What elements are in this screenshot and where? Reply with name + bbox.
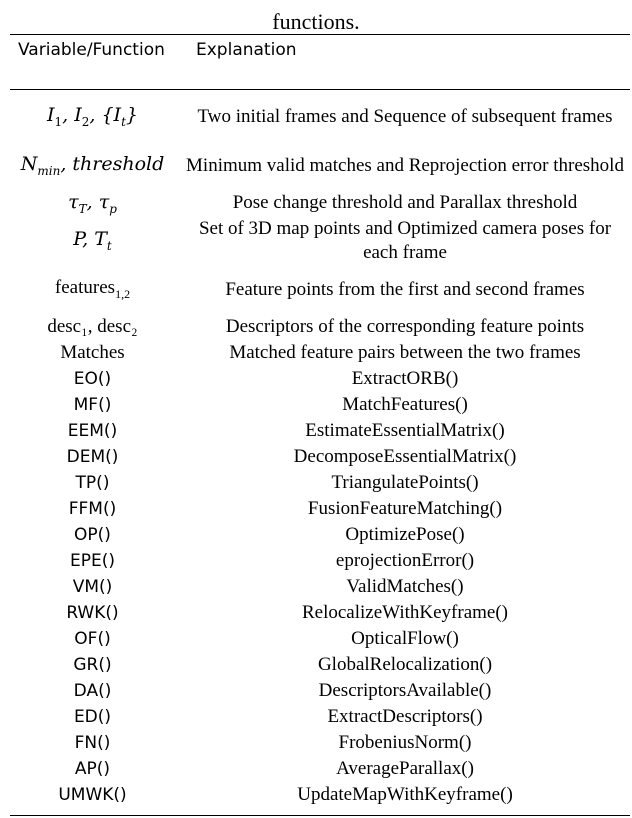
- var-subscript: p: [109, 201, 117, 216]
- var-symbol: , threshold: [60, 153, 165, 176]
- table-row: [0, 92, 632, 141]
- table-row: [0, 548, 632, 574]
- function-name-cell: MatchFeatures(): [342, 394, 468, 415]
- var-symbol: P, T: [73, 228, 107, 251]
- function-name-cell: UpdateMapWithKeyframe(): [297, 784, 513, 805]
- function-name-cell: FusionFeatureMatching(): [307, 498, 503, 519]
- explanation-cell: Feature points from the first and second frames: [225, 278, 585, 300]
- function-name-cell: AverageParallax(): [336, 758, 474, 779]
- function-name-cell: TriangulatePoints(): [331, 472, 479, 493]
- variable-cell: [0, 277, 185, 302]
- function-name-cell: ExtractORB(): [351, 368, 459, 389]
- table-row: [0, 782, 632, 808]
- function-abbr-cell: EEM(): [67, 421, 118, 441]
- function-name-cell: RelocalizeWithKeyframe(): [301, 602, 508, 623]
- table-bottom-rule: [10, 815, 630, 816]
- explanation-cell: Minimum valid matches and Reprojection error threshold: [186, 154, 624, 176]
- function-name-cell: DescriptorsAvailable(): [318, 680, 492, 701]
- table-row: [0, 704, 632, 730]
- function-name-cell: GlobalRelocalization(): [317, 654, 493, 675]
- var-symbol: τ: [68, 190, 79, 213]
- var-symbol: N: [20, 153, 38, 176]
- function-abbr-cell: TP(): [75, 473, 110, 493]
- var-subscript: 2: [81, 114, 90, 129]
- table-row: [0, 496, 632, 522]
- table-row: [0, 652, 632, 678]
- variable-cell: desc₁, desc₂: [47, 316, 138, 337]
- table-row: [0, 141, 632, 190]
- variable-cell: [0, 153, 185, 178]
- var-symbol: , {I: [89, 104, 122, 127]
- explanation-cell: Set of 3D map points and Optimized camera poses for each frame: [198, 217, 612, 263]
- table-row: [0, 366, 632, 392]
- function-name-cell: ExtractDescriptors(): [327, 706, 483, 727]
- var-symbol: , I: [62, 104, 82, 127]
- var-subscript: t: [121, 114, 126, 129]
- function-name-cell: DecomposeEssentialMatrix(): [293, 446, 517, 467]
- table-row: [0, 392, 632, 418]
- var-subscript: 1: [54, 114, 63, 129]
- function-abbr-cell: FFM(): [68, 499, 117, 519]
- var-subscript: t: [106, 238, 112, 253]
- variable-cell: [0, 191, 185, 216]
- explanation-cell: Pose change threshold and Parallax threshold: [232, 192, 578, 213]
- table-row: [0, 470, 632, 496]
- table-row: [0, 600, 632, 626]
- table-row: [0, 678, 632, 704]
- table-row: [0, 444, 632, 470]
- table-row: [0, 522, 632, 548]
- table-caption: [0, 0, 632, 34]
- function-abbr-cell: AP(): [74, 759, 111, 779]
- variable-cell: [0, 104, 185, 129]
- explanation-cell: Matched feature pairs between the two frames: [229, 342, 581, 363]
- table-row: [0, 418, 632, 444]
- function-name-cell: FrobeniusNorm(): [338, 732, 472, 753]
- var-symbol: features: [54, 277, 116, 299]
- table-row: [0, 314, 632, 340]
- var-subscript: 1,2: [115, 286, 131, 301]
- function-abbr-cell: EO(): [73, 369, 112, 389]
- table-top-rule: [10, 34, 630, 35]
- function-abbr-cell: EPE(): [70, 551, 115, 571]
- function-abbr-cell: UMWK(): [58, 785, 127, 805]
- function-abbr-cell: FN(): [74, 733, 111, 753]
- function-abbr-cell: DEM(): [66, 447, 119, 467]
- function-abbr-cell: RWK(): [66, 603, 119, 623]
- function-name-cell: ValidMatches(): [346, 576, 464, 597]
- table-row: [0, 216, 632, 265]
- function-name-cell: OptimizePose(): [345, 524, 465, 545]
- var-subscript: min: [37, 163, 61, 178]
- explanation-cell: Two initial frames and Sequence of subsequent frames: [197, 105, 613, 127]
- function-abbr-cell: ED(): [73, 707, 112, 727]
- function-abbr-cell: OP(): [74, 525, 111, 545]
- table-row: [0, 626, 632, 652]
- function-abbr-cell: OF(): [74, 629, 111, 649]
- header-variable: Variable/Function: [18, 40, 165, 60]
- var-symbol: I: [47, 104, 55, 127]
- table-body: [0, 92, 632, 808]
- function-name-cell: EstimateEssentialMatrix(): [305, 420, 505, 441]
- var-symbol: , τ: [86, 190, 110, 213]
- table-header-rule: [10, 89, 630, 90]
- table-row: [0, 190, 632, 216]
- var-subscript: T: [78, 201, 87, 216]
- variable-cell: Matches: [60, 342, 125, 363]
- table-row: [0, 265, 632, 314]
- function-abbr-cell: MF(): [73, 395, 112, 415]
- table-row: [0, 574, 632, 600]
- function-abbr-cell: DA(): [73, 681, 112, 701]
- table-row: [0, 340, 632, 366]
- function-name-cell: eprojectionError(): [335, 550, 475, 571]
- function-abbr-cell: GR(): [73, 655, 112, 675]
- table-row: [0, 730, 632, 756]
- function-abbr-cell: VM(): [72, 577, 113, 597]
- explanation-cell: Descriptors of the corresponding feature points: [225, 316, 585, 337]
- function-name-cell: OpticalFlow(): [351, 628, 459, 649]
- header-explanation: Explanation: [196, 40, 297, 60]
- variable-cell: [0, 228, 185, 253]
- var-symbol: }: [125, 104, 138, 127]
- caption-line-2: functions.: [272, 9, 360, 34]
- table-row: [0, 756, 632, 782]
